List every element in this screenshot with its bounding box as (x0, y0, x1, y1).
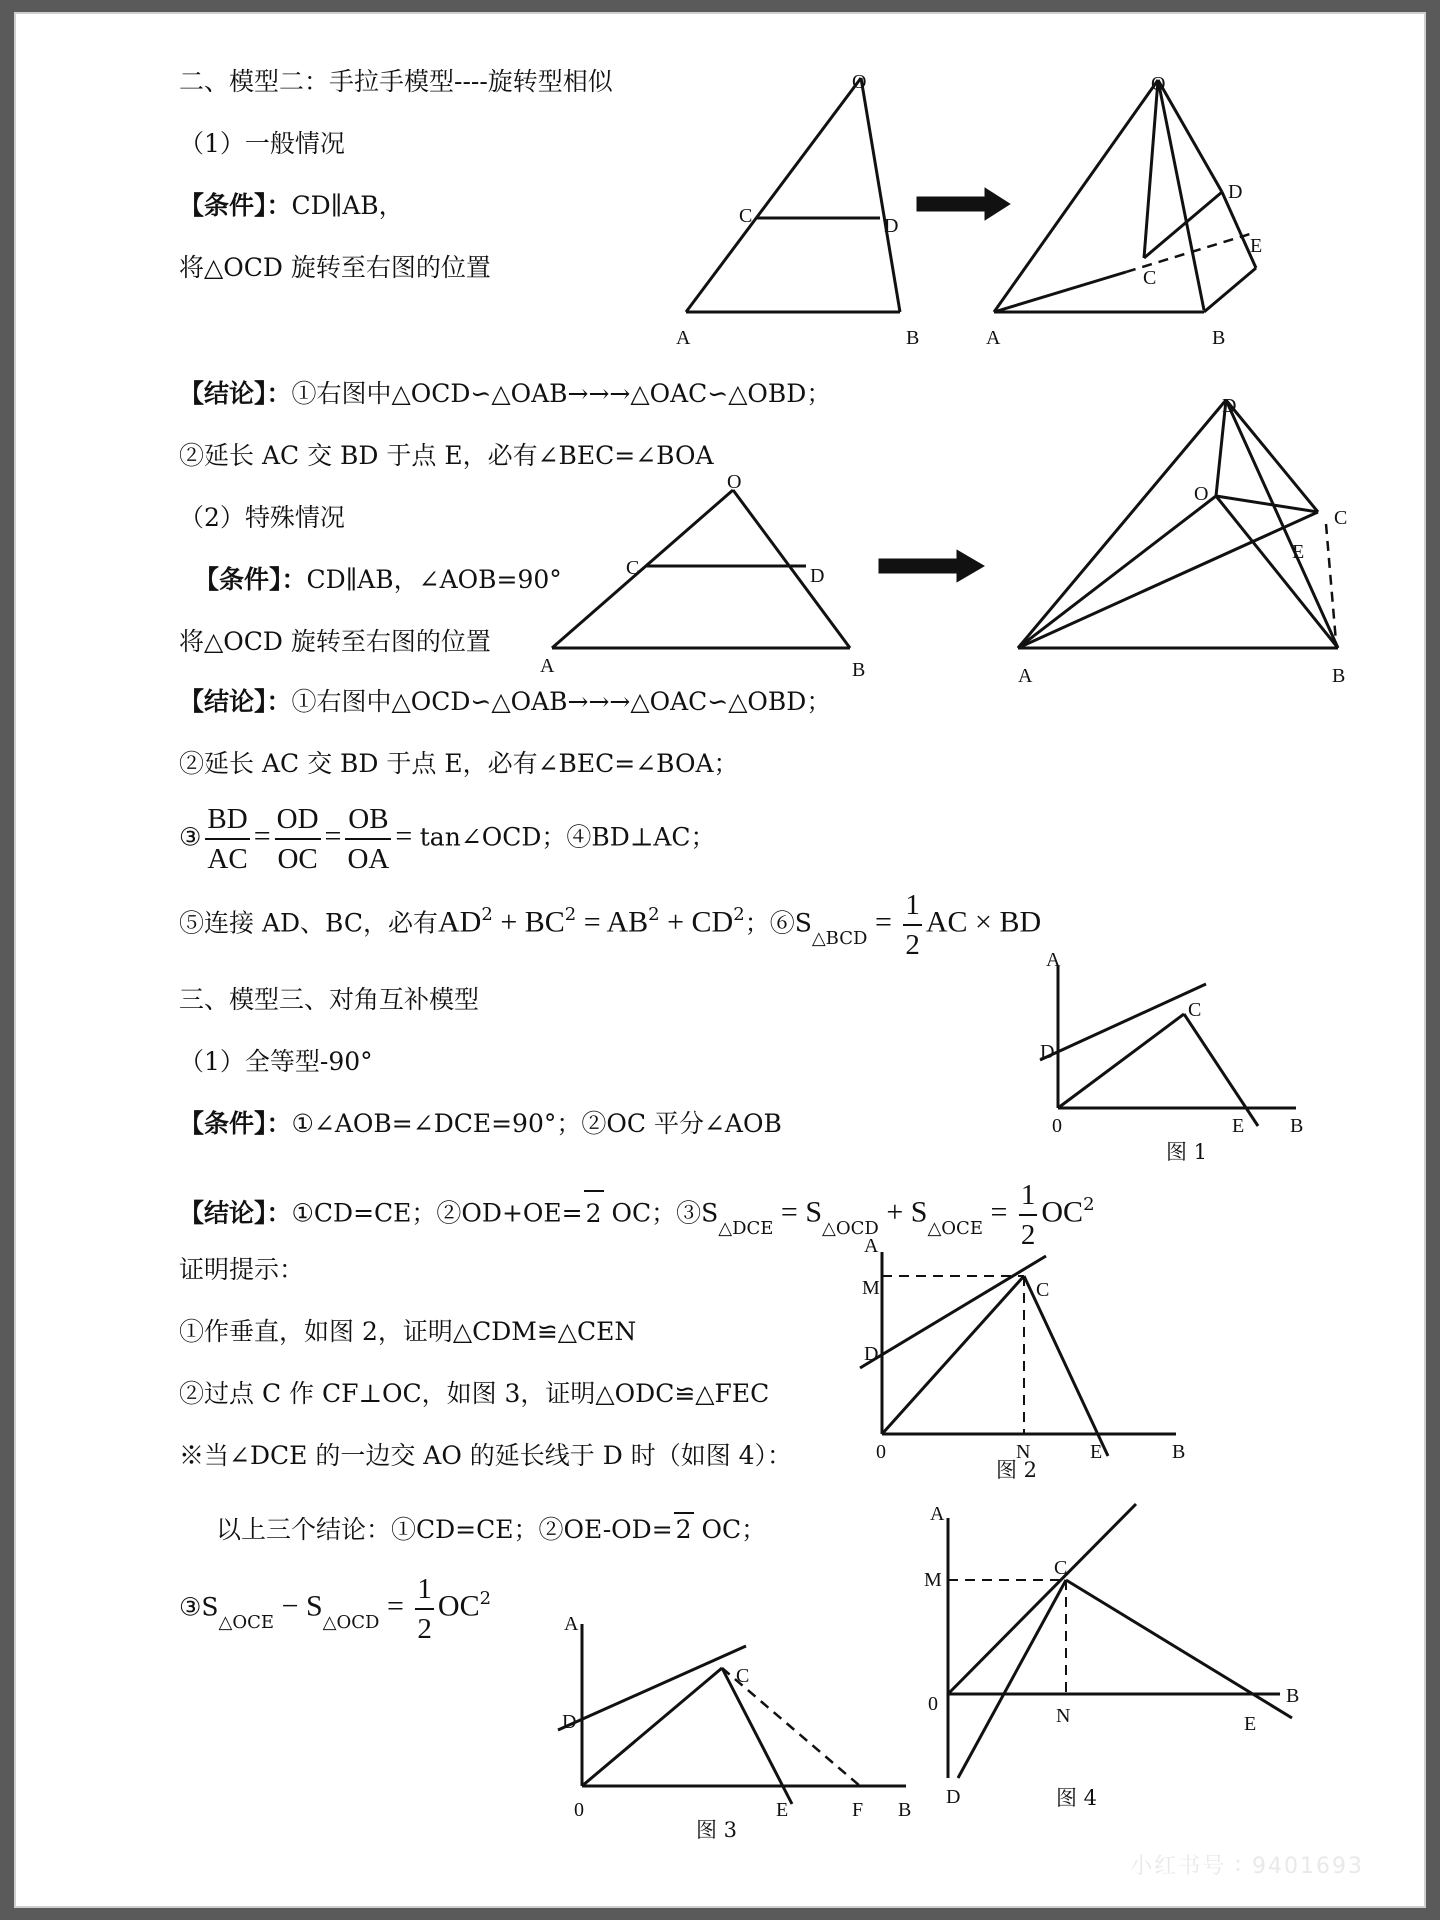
watermark: 小红书号 ∶ 9401693 (1130, 1854, 1364, 1879)
proof-conclusion3: $③S_{\triangle OCE} - S_{\triangle OCD}$ = $\frac{1}{2}$ $OC^2$ (179, 1570, 491, 1648)
svg-text:B: B (1172, 1441, 1186, 1463)
fraction-ob-oa: $\frac{OB}{OA}$ (345, 800, 391, 878)
case2-condition: 【条件】：CD∥AB，∠AOB=90° (194, 565, 562, 594)
svg-text:C: C (736, 1665, 750, 1687)
svg-text:B: B (1332, 665, 1346, 687)
diagram-triangle-2 (516, 471, 896, 694)
svg-text:E: E (1250, 235, 1263, 257)
svg-text:O: O (1151, 73, 1166, 95)
svg-text:E: E (1244, 1713, 1257, 1735)
case1-heading: （1）一般情况 (179, 129, 345, 158)
figure-1-caption: 图 1 (1166, 1140, 1208, 1164)
figure-3 (536, 1604, 936, 1844)
svg-text:D: D (1040, 1041, 1055, 1063)
svg-text:O: O (1194, 483, 1209, 505)
diagram-rotated-2 (1006, 384, 1346, 694)
proof-step1: ①作垂直，如图 2，证明△CDM≌△CEN (179, 1317, 637, 1346)
case1-conclusion2: ②延长 AC 交 BD 于点 E，必有∠BEC=∠BOA (179, 441, 714, 470)
svg-text:A: A (1046, 949, 1061, 971)
svg-text:E: E (776, 1799, 789, 1821)
case2-heading: （2）特殊情况 (179, 503, 345, 532)
figure-4-label-d: D (946, 1786, 961, 1808)
svg-text:N: N (1016, 1441, 1031, 1463)
s3-case1-conclusion: 【结论】：①CD=CE；②OD+OE= 2 OC；$③S_{\triangle DCE} = S_{\triangle OCD} + S_{\triangle OCE}$ = $\frac{1}{2}$ $OC^2$ (179, 1176, 1095, 1254)
svg-text:C: C (1054, 1557, 1068, 1579)
case2-conclusion1: 【结论】：①右图中△OCD∽△OAB→→→△OAC∽△OBD； (179, 687, 832, 716)
svg-text:M: M (862, 1277, 880, 1299)
svg-text:C: C (1036, 1279, 1050, 1301)
svg-text:M: M (924, 1569, 942, 1591)
section2-title: 二、模型二：手拉手模型----旋转型相似 (179, 67, 613, 96)
s3-case1-condition: 【条件】：①∠AOB=∠DCE=90°；②OC 平分∠AOB (179, 1109, 782, 1138)
svg-text:O: O (727, 471, 742, 493)
figure-2-caption: 图 2 (996, 1458, 1038, 1482)
svg-text:E: E (1090, 1441, 1103, 1463)
svg-text:A: A (676, 327, 691, 349)
diagram-rotated-1 (966, 58, 1296, 358)
fraction-half-2: $\frac{1}{2}$ (1019, 1176, 1038, 1254)
fraction-half: $\frac{1}{2}$ (903, 886, 922, 964)
svg-text:D: D (562, 1711, 577, 1733)
diagram-triangle-1 (656, 58, 936, 358)
document-page (14, 12, 1426, 1908)
fraction-half-3: $\frac{1}{2}$ (415, 1570, 434, 1648)
svg-text:D: D (1228, 181, 1243, 203)
svg-text:B: B (906, 327, 920, 349)
svg-text:0: 0 (1052, 1115, 1062, 1137)
figure-3-caption: 图 3 (696, 1818, 738, 1842)
svg-text:D: D (884, 215, 899, 237)
svg-text:0: 0 (928, 1693, 938, 1715)
case1-condition: 【条件】：CD∥AB， (179, 191, 404, 220)
svg-text:C: C (1334, 507, 1348, 529)
svg-text:A: A (864, 1235, 879, 1257)
svg-text:D: D (864, 1343, 879, 1365)
arrow-2 (878, 546, 988, 586)
proof-hint-title: 证明提示： (179, 1255, 305, 1284)
s3-case1-heading: （1）全等型-90° (179, 1047, 373, 1076)
svg-text:B: B (1212, 327, 1226, 349)
svg-text:C: C (626, 557, 640, 579)
case2-conclusion2: ②延长 AC 交 BD 于点 E，必有∠BEC=∠BOA； (179, 749, 739, 778)
section3-title: 三、模型三、对角互补模型 (179, 985, 480, 1014)
svg-text:C: C (1188, 999, 1202, 1021)
proof-step2: ②过点 C 作 CF⊥OC，如图 3，证明△ODC≌△FEC (179, 1379, 770, 1408)
case1-conclusion1: 【结论】：①右图中△OCD∽△OAB→→→△OAC∽△OBD； (179, 379, 832, 408)
svg-text:A: A (930, 1503, 945, 1525)
figure-2 (846, 1234, 1206, 1464)
svg-text:0: 0 (574, 1799, 584, 1821)
proof-note: ※当∠DCE 的一边交 AO 的延长线于 D 时（如图 4）： (179, 1441, 793, 1470)
figure-1 (1026, 949, 1326, 1164)
svg-text:C: C (1143, 267, 1157, 289)
svg-text:A: A (540, 655, 555, 677)
svg-text:B: B (1286, 1685, 1300, 1707)
svg-text:B: B (898, 1799, 912, 1821)
case2-rotate-note: 将△OCD 旋转至右图的位置 (179, 627, 491, 656)
svg-text:E: E (1232, 1115, 1245, 1137)
svg-text:F: F (852, 1799, 864, 1821)
proof-summary: 以上三个结论：①CD=CE；②OE-OD= 2 OC； (216, 1512, 766, 1546)
svg-text:O: O (852, 71, 867, 93)
case1-rotate-note: 将△OCD 旋转至右图的位置 (179, 253, 491, 282)
svg-text:B: B (852, 659, 866, 681)
svg-text:D: D (810, 565, 825, 587)
case2-conclusion5-6: ⑤连接 AD、BC，必有$AD^2 + BC^2 = AB^2 + CD^2$；$⑥S_{\triangle BCD}$ = $\frac{1}{2}$ AC × BD (179, 886, 1041, 964)
fraction-bd-ac: $\frac{BD}{AC}$ (205, 800, 249, 878)
svg-text:C: C (739, 205, 753, 227)
svg-text:B: B (1290, 1115, 1304, 1137)
case2-conclusion3: ③ $\frac{BD}{AC}$ = $\frac{OD}{OC}$ = $\frac{OB}{OA}$ = tan∠OCD；④BD⊥AC； (179, 800, 716, 878)
svg-text:A: A (564, 1613, 579, 1635)
fraction-od-oc: $\frac{OD}{OC}$ (275, 800, 321, 878)
svg-text:0: 0 (876, 1441, 886, 1463)
svg-text:D: D (1222, 395, 1237, 417)
svg-text:A: A (1018, 665, 1033, 687)
svg-text:E: E (1292, 541, 1305, 563)
svg-text:A: A (986, 327, 1001, 349)
figure-4 (906, 1488, 1346, 1788)
figure-4-caption: 图 4 (1056, 1786, 1098, 1810)
svg-text:N: N (1056, 1705, 1071, 1727)
